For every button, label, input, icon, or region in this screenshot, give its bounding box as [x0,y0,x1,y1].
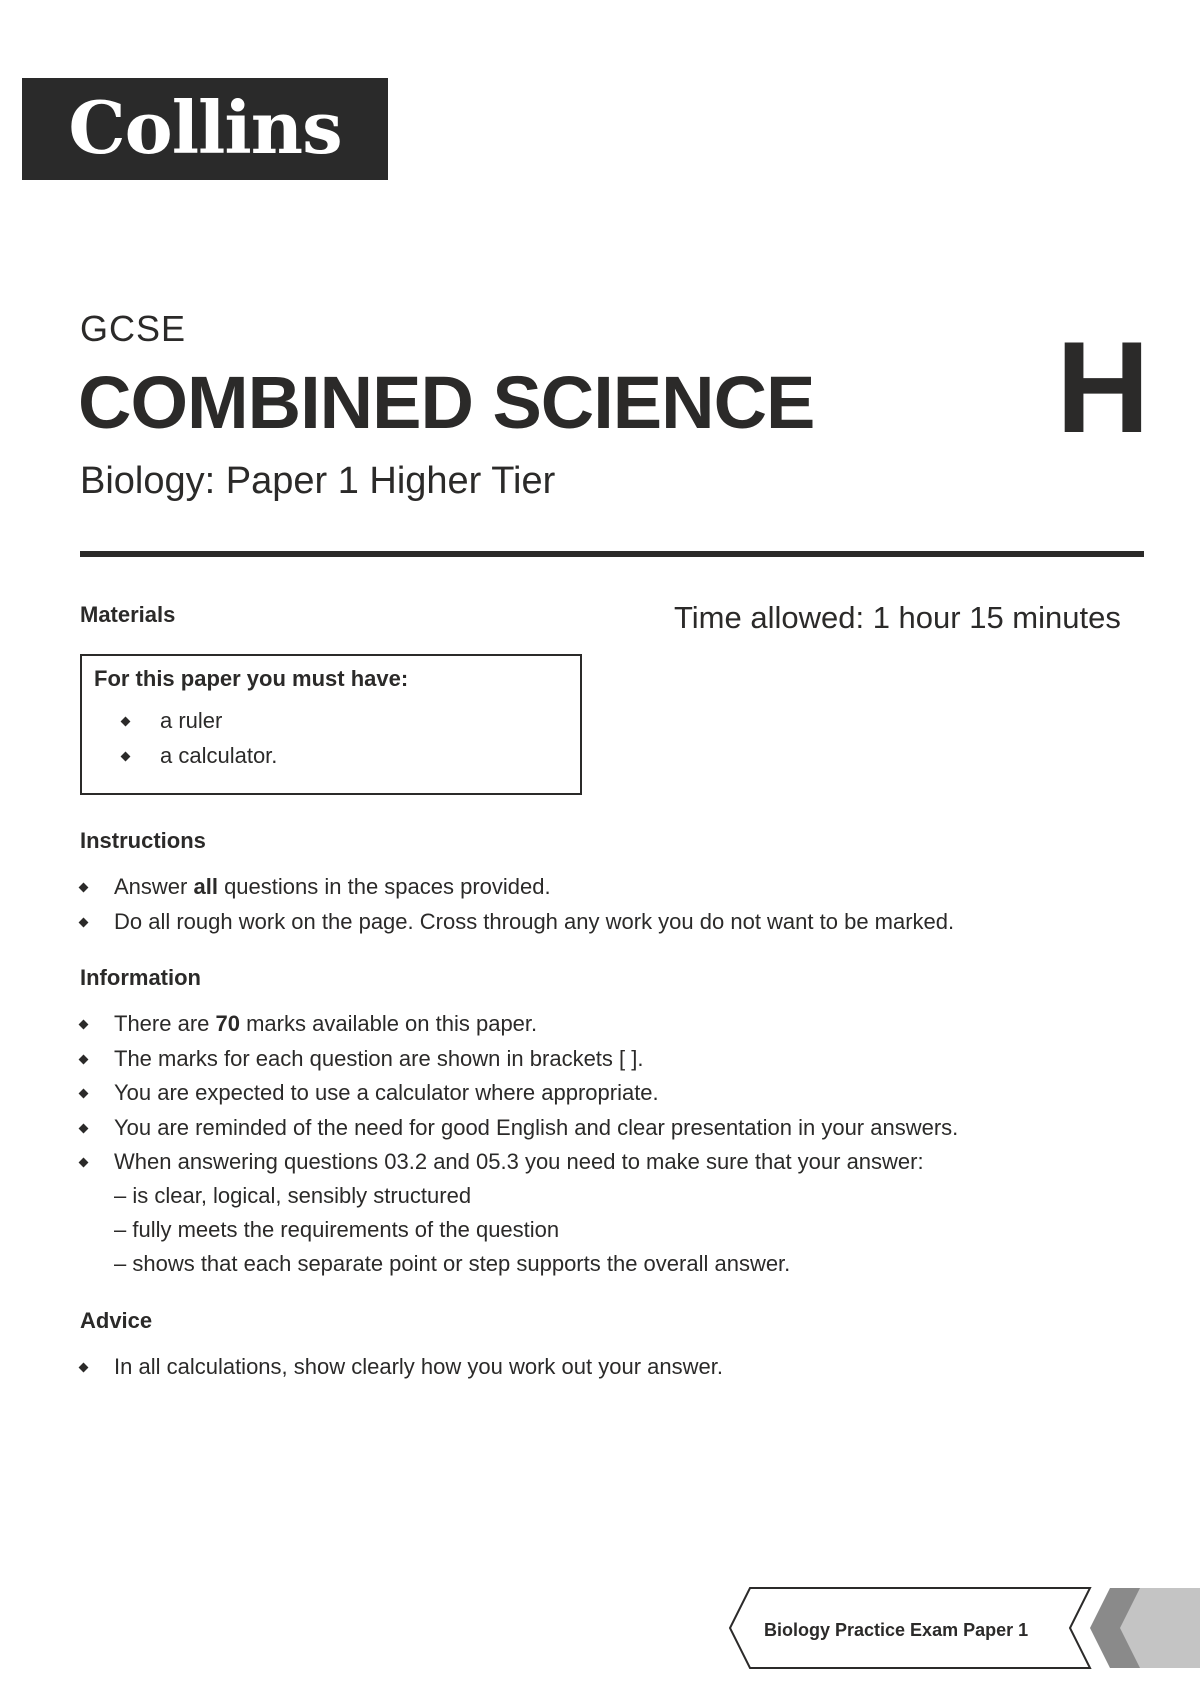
information-heading: Information [80,965,201,990]
list-item: The marks for each question are shown in brackets [ ]. [80,1042,958,1077]
bullet-icon [121,751,131,761]
bullet-icon [79,1158,89,1168]
information-list [80,1007,958,1180]
advice-heading: Advice [80,1308,153,1333]
list-item: – fully meets the requirements of the question [114,1217,560,1242]
list-item: You are expected to use a calculator where appropriate. [80,1076,958,1111]
bullet-icon [79,1020,89,1030]
list-item: There are 70 marks available on this paper. [80,1007,958,1042]
bullet-icon [79,1054,89,1064]
bullet-icon [79,917,89,927]
instructions-heading: Instructions [80,828,206,853]
bullet-icon [79,1089,89,1099]
footer-tab [720,1584,1200,1672]
paper-title: Biology: Paper 1 Higher Tier [80,460,556,502]
list-item: a calculator. [122,739,277,774]
materials-heading: Materials [80,602,176,627]
tier-letter: H [1056,314,1150,460]
answer-criteria-list [114,1179,790,1281]
advice-list [80,1350,723,1385]
materials-box-heading: For this paper you must have: [94,666,409,691]
bullet-icon [79,883,89,893]
materials-box [80,654,582,795]
exam-level: GCSE [80,308,187,349]
bullet-icon [79,1123,89,1133]
subject-title: COMBINED SCIENCE [78,361,815,444]
list-item: – is clear, logical, sensibly structured [114,1183,472,1208]
bullet-icon [79,1363,89,1373]
list-item: You are reminded of the need for good English and clear presentation in your answers. [80,1111,958,1146]
title-divider [80,551,1144,557]
list-item: – shows that each separate point or step supports the overall answer. [114,1251,791,1276]
footer-tab-label: Biology Practice Exam Paper 1 [764,1620,1029,1640]
bullet-icon [121,717,131,727]
time-allowed: Time allowed: 1 hour 15 minutes [674,600,1121,635]
list-item: In all calculations, show clearly how you work out your answer. [80,1350,723,1385]
list-item: Do all rough work on the page. Cross through any work you do not want to be marked. [80,905,954,940]
list-item: When answering questions 03.2 and 05.3 you need to make sure that your answer: [80,1145,958,1180]
list-item: Answer all questions in the spaces provided. [80,870,954,905]
list-item: a ruler [122,704,277,739]
materials-list [122,704,277,773]
logo-text: Collins [68,84,342,170]
instructions-list [80,870,954,939]
collins-logo [22,78,388,180]
